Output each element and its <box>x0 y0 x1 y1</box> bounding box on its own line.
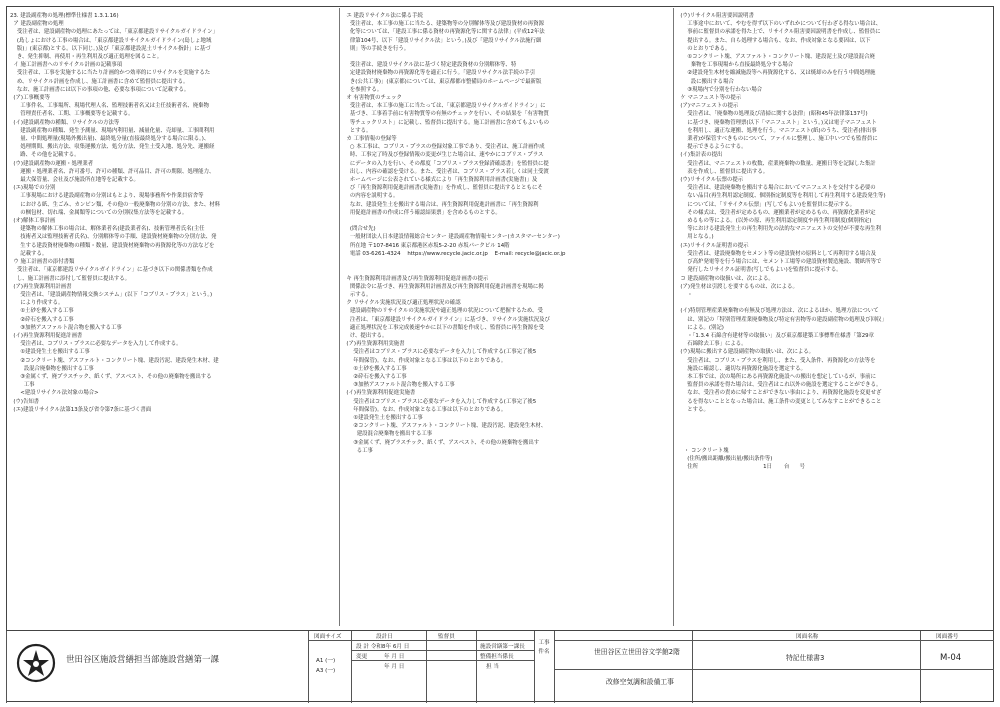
spec-line: 受注者は、建設リサイクル法に基づく特定建設資材の分別解体等、特 <box>343 62 517 69</box>
spec-line: ア 建設副産物の処理 <box>10 21 64 28</box>
spec-line: ③加熱アスファルト混合物を搬入する工事 <box>10 324 122 331</box>
spec-line: 提出する。また、自ら処理する場合も、なお、作成対象となる要因は、以下 <box>677 37 871 44</box>
spec-line: 電話 03-6261-4324 https://www.recycle.jacic.or.jp E-mail: recycle@jacic.or.jp <box>343 250 566 257</box>
spec-line: び高炉発電等を行う場合には、セメント工場等の建設資材製造施設、製紙所等で <box>677 259 882 266</box>
column-divider-1 <box>339 8 340 626</box>
spec-line: 受注者はコブリス・プラスに必要なデータを入力して作成する(工事完了後5 <box>343 398 537 405</box>
spec-line: 受注者は、本工事の施工に当たる、建築物等の分別解体等及び建設資材の再資源 <box>343 21 544 28</box>
spec-line: ③加熱アスファルト混合物を搬入する工事 <box>343 382 455 389</box>
spec-line: オ 有害物質のチェック <box>343 95 402 102</box>
spec-line: ①コンクリート塊、アスファルト・コンクリート塊、建設泥土及び建設混合廃 <box>677 54 875 61</box>
spec-line: 受注者は、「建設副産物情報交換システム」(以下「コブリス・プラス」という。) <box>10 291 213 298</box>
spec-line: 工事現場における建設副産物の分別はもとより、現場事務所や作業員宿舎等 <box>10 193 204 200</box>
spec-line: ・「1.3.4 石綿含有建材等の取扱い」及び東京都建築工事標準仕様書「第29章 <box>677 332 874 339</box>
spec-line: き、発生抑制、再使用・再生利用及び適正処理を図ること。 <box>10 54 163 61</box>
spec-line: (ア)マニフェストの提示 <box>677 103 739 110</box>
spec-line: 受注者は、本工事の施工に当たっては、「東京都建設リサイクルガイドライン」に <box>343 103 546 110</box>
spec-line: 23. 建設副産物の処理(標準仕様書 1.3.1.16) <box>10 13 119 19</box>
spec-line: (住所/搬出距離/搬出量/搬出条件等) <box>677 455 773 462</box>
spec-line: け、提出する。 <box>343 332 388 339</box>
spec-line: により作成する。 <box>10 300 64 307</box>
manager-label: 整備担当係長 <box>480 654 514 660</box>
spec-line: の内容を説明する。 <box>343 193 399 200</box>
spec-line: (島しょにおける工事の場合は、「東京都建設リサイクルガイドライン(島しょ地域 <box>10 37 212 44</box>
spec-line: め、リサイクル計画を作成し、施工計画書に含めて監督員に提出する。 <box>10 78 189 85</box>
spec-line: ウ 施工計画書の添付書類 <box>10 259 75 266</box>
spec-line: 本工事では、次の場所にある再資源化施設への搬出を想定しているが、事前に <box>677 373 876 380</box>
spec-line: 則」等の手続きを行う。 <box>343 45 410 52</box>
drawing-number-header: 図面番号 <box>936 634 959 640</box>
spec-line: 受注者はコブリス・プラスに必要なデータを入力して作成する(工事完了後5 <box>343 349 537 356</box>
spec-line: (ウ)現場に搬出する建設副産物の取扱いは、次による。 <box>677 349 815 356</box>
spec-line: (ウ)リサイクル伝票の提示 <box>677 177 744 184</box>
spec-line <box>677 299 992 307</box>
spec-line: 管理責任者名、工期、工事概要等を記載する。 <box>10 111 134 118</box>
spec-line: ①建設発生土を搬出する工事 <box>10 349 90 356</box>
spec-line <box>677 414 992 422</box>
spec-line <box>343 266 668 274</box>
project-label: 工事件名 <box>538 640 550 655</box>
spec-line: 受注者は、工事を実施するに当たり計画的かつ効率的にリサイクルを実施するた <box>10 70 211 77</box>
spec-line: 受注者は、マニフェストの枚数、産業廃棄物の数量、運搬日等を記録した集計 <box>677 160 876 167</box>
spec-line: 棄物を工事現場から直接最終処分する場合 <box>677 62 794 69</box>
spec-line: 年間保管)。なお、作成対象となる工事は以下のとおりである。 <box>343 357 507 364</box>
spec-line: (オ)解体工事計画 <box>10 218 56 225</box>
spec-line: を参照する。 <box>343 86 383 93</box>
spec-line: ③金属くず、廃プラスチック、紙くず、アスベスト、その他の廃棄物を搬出す <box>343 439 540 446</box>
spec-line: 受注者は、「廃棄物の処理及び清掃に関する法律」(昭和45年法律第137号) <box>677 111 868 118</box>
office-name: 世田谷区施設営繕担当部施設営繕第一課 <box>66 655 220 665</box>
spec-line: (エ)現場での分別 <box>10 185 56 192</box>
spec-line: の梱包材、切れ端、金属類等についての分別収集方法等を記載する。 <box>10 209 188 216</box>
spec-column-2 <box>343 12 668 620</box>
spec-line: 工事 <box>10 382 35 389</box>
spec-line: (イ)建設副産物の種類、リサイクルの方法等 <box>10 119 120 126</box>
drawing-title: 特記仕様書3 <box>786 654 825 662</box>
column-divider-2 <box>673 8 674 626</box>
spec-line: なお、受注者の責めに帰すことができない事由により、再資源化施設を変更せざ <box>677 390 882 397</box>
spec-line: 建設混合廃棄物を搬出する工事 <box>343 431 433 438</box>
spec-line: 関係法令に基づき、再生資源利用計画書及び再生資源利用促進計画書を現場に掲 <box>343 283 544 290</box>
spec-line: めるもの等による。(以外の原、再生利用認定制度や再生利用制度(個別指定) <box>677 218 872 225</box>
spec-line: ①建設発生土を搬出する工事 <box>343 414 423 421</box>
spec-line: その様式は、受注者が定めるもの、運搬業者が定めるもの、再資源化業者が定 <box>677 209 876 216</box>
spec-line: (イ)集計表の提出 <box>677 152 723 159</box>
spec-line: (エ)建設リサイクル法第13条及び省令第7条に基づく書面 <box>10 406 152 413</box>
spec-line: 適正処理状況を工事完成後速やかに以下の書類を作成し、監督員に再生資源を受 <box>343 324 544 331</box>
spec-line: 用促進計画書の作成に伴う確認結果票」を含めるものとする。 <box>343 209 501 216</box>
spec-line: ・ コンクリート塊 <box>677 447 729 454</box>
spec-line: 受注者は、「東京都建設リサイクルガイドライン」に基づき以下の関係書類を作成 <box>10 267 213 274</box>
spec-line: び「再生資源利用促進計画書(実施書)」を作成し、監督員に提出するとともにそ <box>343 185 543 192</box>
spec-line: (ア)工事概要等 <box>10 95 50 102</box>
spec-line: 量、中間処理量(現場外搬出量)、最終処分量(直接最終処分する場合に限る。)、 <box>10 136 210 143</box>
spec-line: 生する建設資材廃棄物の種類・数量、建設資材廃棄物の再資源化等の方法などを <box>10 242 215 249</box>
spec-line: (問合せ先) <box>343 226 376 233</box>
spec-line: 出し、内容の確認を受ける。また、受注者は、コブリス・プラス若しくは同土受渡 <box>343 168 549 175</box>
spec-line: コ 建設副産物の取扱いは、次による。 <box>677 275 774 282</box>
spec-line: 記載する。 <box>10 250 48 257</box>
design-label: 設計日 <box>376 634 393 640</box>
spec-line: 設混合廃棄物を搬出する工事 <box>10 365 94 372</box>
spec-line: 施設に確認し、適切な再資源化施設を選定する。 <box>677 365 806 372</box>
change-date: 年 月 日 <box>384 654 405 660</box>
spec-line: ②砕石を搬入する工事 <box>343 373 407 380</box>
spec-line: (ア)発生材は引渡しを要するものは、次による。 <box>677 283 798 290</box>
spec-line: については、「リサイクル伝票」(写しでもよい)を監督員に提示する。 <box>677 201 856 208</box>
spec-line: 工事途中において、やむを得ず以下のいずれかについて行わざる得ない場合は、 <box>677 21 882 28</box>
spec-line: るを得ないこととなった場合は、施工条件の変更としてみなすことができること <box>677 398 882 405</box>
spec-line: <建設リサイクル法対象の場合> <box>10 390 99 397</box>
spec-line: 発行したリサイクル証明書(写しでもよい)を監督員に提示する。 <box>677 267 842 274</box>
spec-line: ①土砂を搬入する工事 <box>10 308 74 315</box>
spec-line: ない品目(再生利用認定制度、個別指定制度等を利用して再生利用する建設発生等) <box>677 193 886 200</box>
dept-label: 施設営繕第一課長 <box>480 644 525 650</box>
spec-column-3 <box>677 12 992 620</box>
spec-line: 建設副産物の種類、発生予測量、現場内利用量、減量化量、売却量、工事間利用 <box>10 127 215 134</box>
spec-line: 建設副産物のリサイクルの実施状況や適正処理の状況について把握するため、受 <box>343 308 543 315</box>
spec-line: なお、建設発生土を搬出する場合は、再生資源利用促進計画書に「再生資源利 <box>343 201 539 208</box>
spec-line: 示する。 <box>343 291 372 298</box>
spec-line: 設に搬出する場合 <box>677 78 734 85</box>
design-date: 設 計 令和8年 6月 日 <box>356 644 410 650</box>
spec-line: ③金属くず、廃プラスチック、紙くず、アスベスト、その他の廃棄物を搬出する <box>10 373 212 380</box>
spec-line: 建築物の解体工事の場合は、解体業者名(建設業者名)、技術管理者氏名(主任 <box>10 226 205 233</box>
spec-line: (エ)リサイクル証明書の提示 <box>677 242 749 249</box>
spec-line: 等における建設発生土の再生利用先の法的なマニフェストの交付が不要な再生利 <box>677 226 882 233</box>
spec-column-1 <box>10 12 335 620</box>
change-label: 変更 <box>356 654 368 660</box>
spec-line: 工事件名、工事場所、現場代理人名、監理技術者名又は主任技術者名、廃棄物 <box>10 103 209 110</box>
spec-line: 運搬・処理業者名、許可番号、許可の種類、許可品目、許可の期限、処理能力、 <box>10 168 215 175</box>
spec-line: (イ)再生資源利用促進実施書 <box>343 390 416 397</box>
spec-line: 用となる。) <box>677 234 714 241</box>
spec-line <box>677 439 992 447</box>
spec-line: に基づき、廃棄物管理票(以下「マニフェスト」という。)又は電子マニフェスト <box>677 119 877 126</box>
scale-header: 図面サイズ <box>314 634 342 640</box>
spec-line: 年間保管)。なお、作成対象となる工事は以下のとおりである。 <box>343 406 507 413</box>
spec-line: 定建設資材廃棄物の再資源化等を適正に行う。「建設リサイクル法手続の手引 <box>343 70 536 77</box>
spec-line: ②コンクリート塊、アスファルト・コンクリート塊、建設汚泥、建設発生木材、建 <box>10 357 219 364</box>
spec-line: 受注者は、建設副産物の処理にあたっては、「東京都建設リサイクルガイドライン」 <box>10 29 218 36</box>
spec-line: 基づき、工事着手前に有害物質等の有無のチェックを行い、その結果を「有害物質 <box>343 111 549 118</box>
spec-line: 提示できるようにする。 <box>677 144 747 151</box>
spec-line: とする。 <box>343 127 372 134</box>
spec-line: 所在地 〒107-8416 東京都港区赤坂5-2-20 赤坂パークビル 14階 <box>343 242 510 249</box>
spec-line: ク リサイクル実施状況及び適正処理状況の確認 <box>343 300 461 307</box>
extra-date: 年 月 日 <box>384 664 405 670</box>
spec-line: る工事 <box>343 447 373 454</box>
spec-line: 版)」(東京都)とする。以下同じ。)及び「東京都建設泥土リサイクル指針」に基づ <box>10 45 211 52</box>
spec-line: を利用し、適正な運搬、処理を行う。マニフェスト(紙)のうち、受注者(排出事 <box>677 127 877 134</box>
spec-line: (イ)再生資源利用促進計画書 <box>10 332 83 339</box>
staff-label: 担 当 <box>486 664 499 670</box>
spec-line: にデータの入力を行い、その都度「コブリス・プラス登録済確認書」を監督員に提 <box>343 160 549 167</box>
title-block <box>6 630 994 702</box>
spec-line: 業者)が保管すべきものについて、ファイルに整理し、施工中いつでも監督員に <box>677 136 878 143</box>
scale-a1: A1 (一) <box>316 658 336 664</box>
spec-line: し、施工計画書に添付して監督員に提出する。 <box>10 275 131 282</box>
spec-line: 受注者は、コブリス・プラスに必要なデータを入力して作成する。 <box>10 341 182 348</box>
spec-line: 律第104号、以下「建設リサイクル法」という。)及び「建設リサイクル法施行細 <box>343 37 542 44</box>
spec-line: 等チェックリスト」に記載し、監督員に提出する。施工計画書に含めてもよいもの <box>343 119 550 126</box>
project-name: 改修空気調和設備工事 <box>606 678 674 686</box>
spec-line: 化等については、「建設工事に係る資材の再資源化等に関する法律」(平成12年法 <box>343 29 545 36</box>
spec-line: 注者は、「東京都建設リサイクルガイドライン」に基づき、リサイクル実施状況及び <box>343 316 550 323</box>
spec-line: ○ 本工事は、コブリス・プラスの登録対象工事であり、受注者は、施工計画作成 <box>343 144 545 151</box>
spec-line: ②コンクリート塊、アスファルト・コンクリート塊、建設汚泥、建設発生木材、 <box>343 423 547 430</box>
spec-line: 最大保管量、会社及び施設所在地等を記載する。 <box>10 177 139 184</box>
spec-line: ②建設発生木材を縮減施設等へ再資源化する、又は焼却のみを行う中間処理施 <box>677 70 876 77</box>
spec-line: 受注者は、建設廃棄物をセメント等の建設資材の原料として再利用する場合及 <box>677 250 876 257</box>
spec-line: イ 施工計画書へのリサイクル計画の記載事項 <box>10 62 123 69</box>
drawing-title-header: 図面名称 <box>796 634 819 640</box>
spec-line: エ 建設リサイクル法に係る手続 <box>343 13 423 19</box>
spec-line <box>677 422 992 430</box>
spec-line <box>677 430 992 438</box>
scale-a3: A3 (一) <box>316 668 336 674</box>
spec-line: 処理期間、搬出方法、収集運搬方法、処分方法、発生土受入地、処分先、運搬経 <box>10 144 215 151</box>
spec-line: ③現場内で分別を行わない場合 <box>677 86 763 93</box>
spec-line: カ 工事情報の登録等 <box>343 136 397 143</box>
spec-line: ホームページに公表されている様式により「再生資源利用計画書(実施書)」及 <box>343 177 538 184</box>
spec-line: なお、施工計画書には以下の事項の他、必要な事項について記載する。 <box>10 86 190 93</box>
project-location: 世田谷区立世田谷文学館2階 <box>594 648 680 656</box>
spec-line: 一般財団法人日本建設情報総合センター 建設副産物情報センター(カスタマーセンター) <box>343 234 560 241</box>
spec-line: による。(別記) <box>677 324 724 331</box>
spec-line: 受注者は、コブリス・プラスを利用し、また、受入条件、再資源化の方法等を <box>677 357 876 364</box>
spec-line: は、別記の「特別管理産業廃棄物及び特定有害物等の建設副産物の処理及び回収」 <box>677 316 887 323</box>
spec-line <box>343 258 668 266</box>
spec-line: 表を作成し、監督員に提出する。 <box>677 168 769 175</box>
checker-label: 監督員 <box>438 634 455 640</box>
spec-line <box>343 217 668 225</box>
spec-line: における紙、生ごみ、カンビン類、その他の一般廃棄物の分別の方法、また、材料 <box>10 201 221 208</box>
spec-line: 技術者又は監理技術者氏名)、分別解体等の手順、建設資材廃棄物の分別方法、発 <box>10 234 217 241</box>
spec-line: 石綿除去工事」による。 <box>677 341 747 348</box>
spec-line: 受注者は、建設廃棄物を搬出する場合においてマニフェストを交付する必要の <box>677 185 876 192</box>
spec-line: 監督員の承諾を得た場合は、受注者はこれ以外の施設を選定することができる。 <box>677 382 882 389</box>
spec-line: (ア)再生資源利用実施書 <box>343 341 405 348</box>
spec-line: き(公共工事)」(東京都)については、東京都都市整備局のホームページで最新版 <box>343 78 542 85</box>
spec-line: (ウ)告知書 <box>10 398 40 405</box>
spec-line: とする。 <box>677 406 709 413</box>
spec-line: (ウ)建設副産物の運搬・処理業者 <box>10 160 94 167</box>
spec-line: ケ マニフェスト等の提示 <box>677 95 742 102</box>
spec-line: キ 再生資源利用計画書及び再生資源利用促進計画書の提示 <box>343 275 489 282</box>
spec-line: 路、その他を記載する。 <box>10 152 80 159</box>
spec-line: ・ <box>677 291 693 298</box>
ward-emblem-icon <box>16 643 56 683</box>
spec-line: 住所 1日 台 号 <box>677 464 806 471</box>
spec-line: 事前に監督員の承諾を得た上で、リサイクル阻害要因説明書を作成し、監督員に <box>677 29 881 36</box>
spec-line: のとおりである。 <box>677 45 731 52</box>
drawing-number: M-04 <box>940 653 962 663</box>
spec-line: 時、工事完了時及び登録情報の変更が生じた場合は、速やかにコブリス・プラス <box>343 152 544 159</box>
spec-line: (ア)再生資源利用計画書 <box>10 283 72 290</box>
spec-line <box>343 53 668 61</box>
spec-line: ①土砂を搬入する工事 <box>343 365 407 372</box>
spec-line: (イ)特別管理産業廃棄物の有無及び処理方法は、次によるほか、処理方法について <box>677 308 879 315</box>
spec-line: (ウ)リサイクル阻害要因説明書 <box>677 13 754 19</box>
spec-line: ②砕石を搬入する工事 <box>10 316 74 323</box>
